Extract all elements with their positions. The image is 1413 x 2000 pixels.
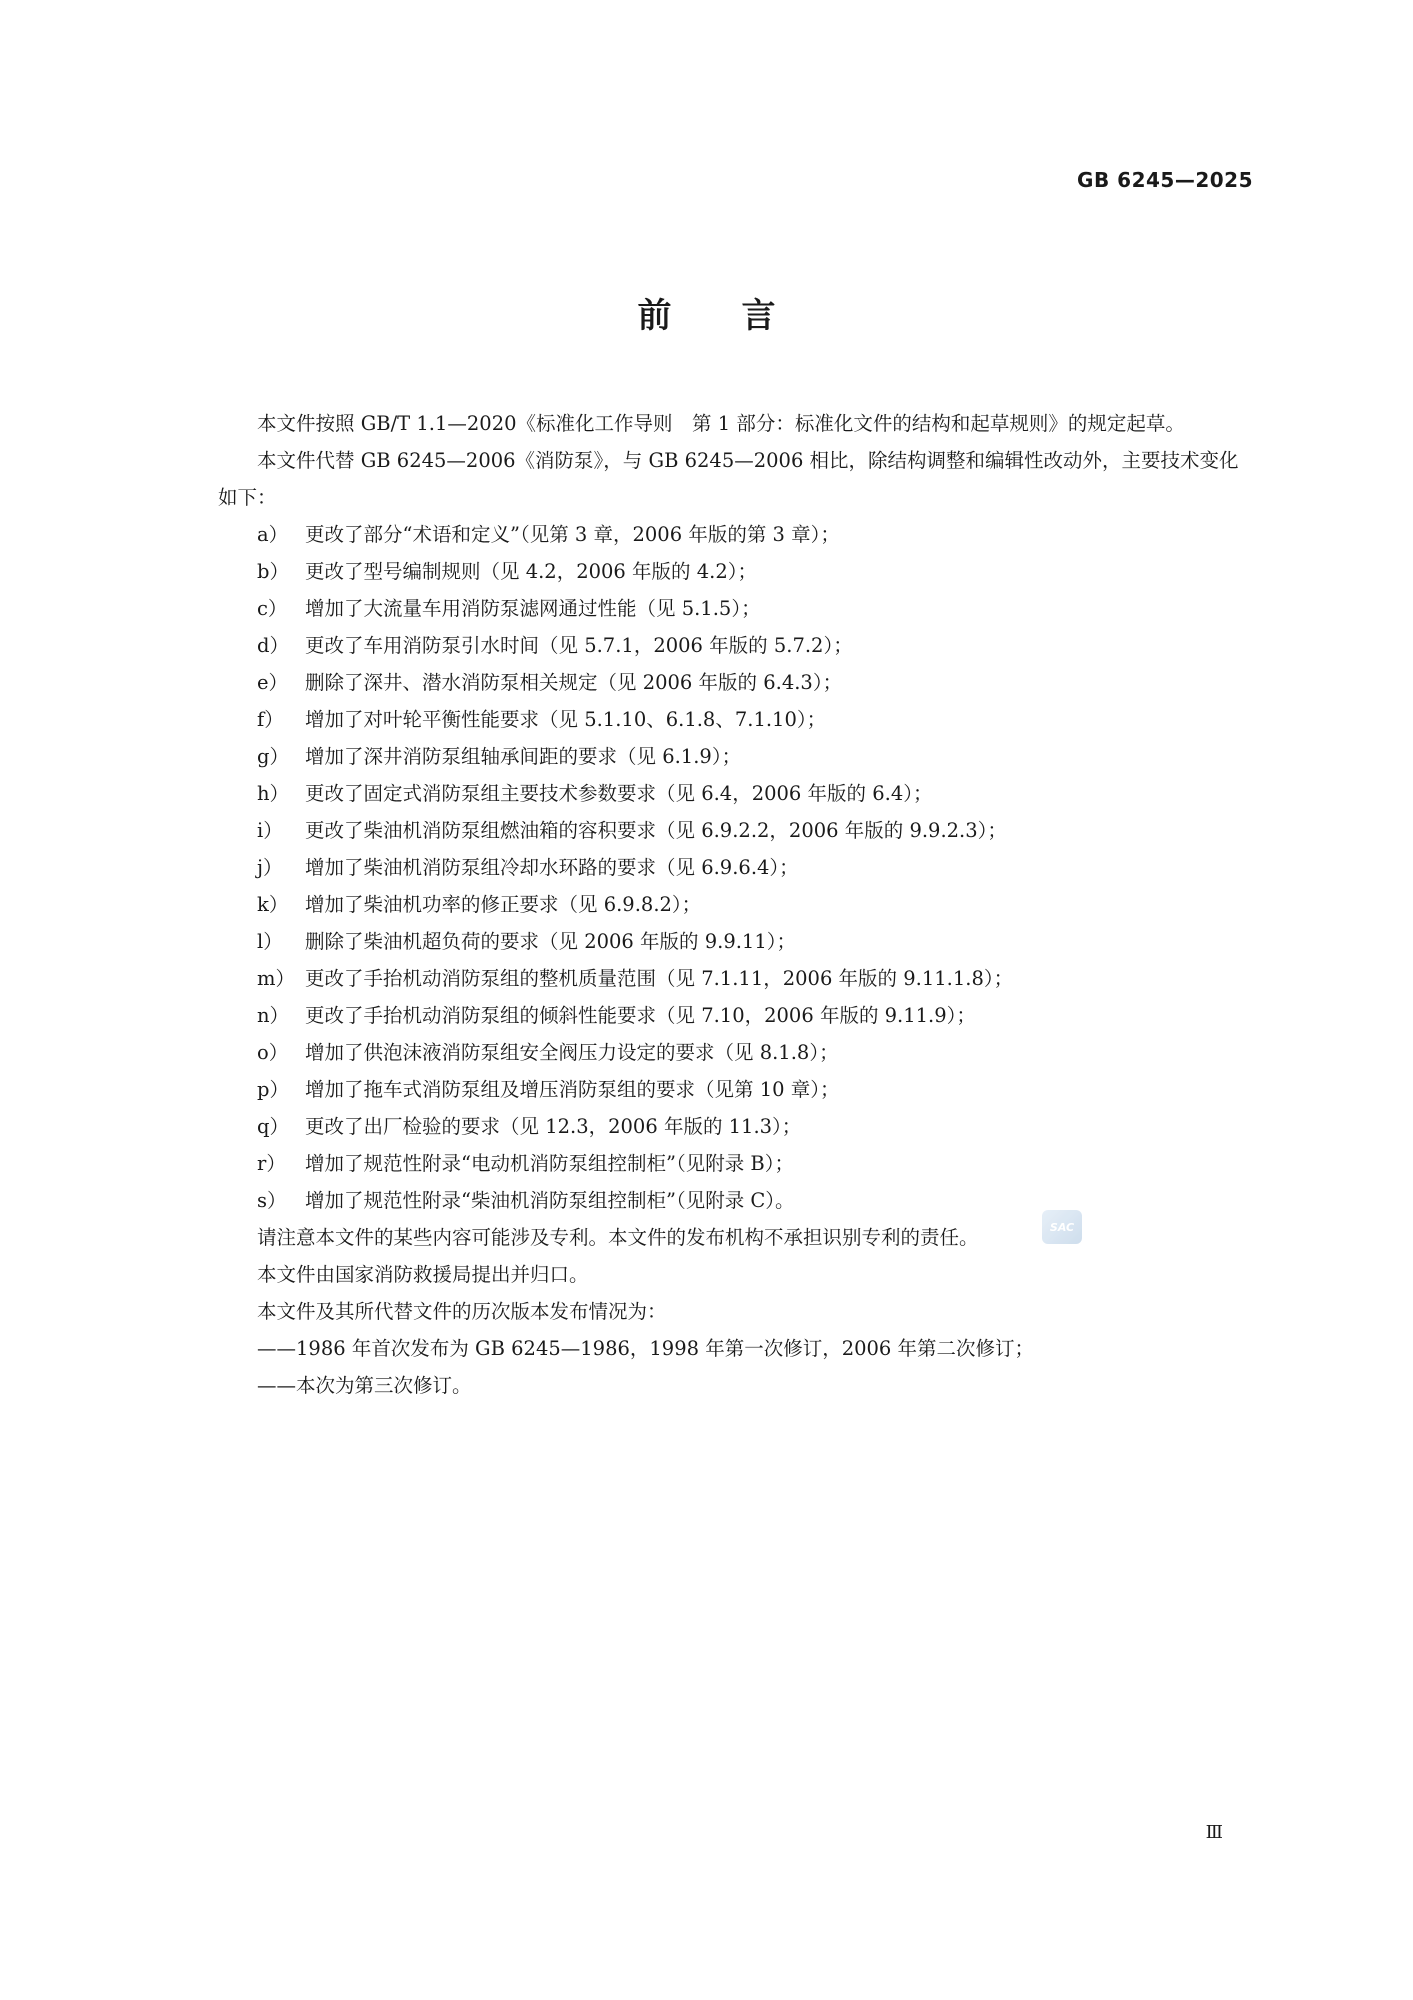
- list-item-text: 增加了拖车式消防泵组及增压消防泵组的要求（见第 10 章）；: [305, 1078, 840, 1101]
- list-marker: c）: [257, 597, 288, 620]
- list-marker: l）: [257, 930, 283, 953]
- intro-paragraph-replacement: 本文件代替 GB 6245—2006《消防泵》，与 GB 6245—2006 相比，除结构调整和编辑性改动外，主要技术变化如下：: [218, 449, 1239, 509]
- list-item-text: 增加了对叶轮平衡性能要求（见 5.1.10、6.1.8、7.1.10）；: [305, 708, 827, 731]
- document-code: GB 6245—2025: [1077, 168, 1253, 192]
- proposer-notice: 本文件由国家消防救援局提出并归口。: [257, 1263, 589, 1286]
- list-item: [218, 516, 1258, 553]
- list-item-text: 更改了手抬机动消防泵组的倾斜性能要求（见 7.10，2006 年版的 9.11.9）；: [305, 1004, 976, 1027]
- list-marker: r）: [257, 1152, 286, 1175]
- list-marker: b）: [257, 560, 289, 583]
- list-item: [218, 1071, 1258, 1108]
- page-title: 前言: [637, 296, 846, 336]
- sac-watermark-logo: SAC: [1042, 1210, 1082, 1244]
- list-item: [218, 1034, 1258, 1071]
- list-item-text: 增加了深井消防泵组轴承间距的要求（见 6.1.9）；: [305, 745, 742, 768]
- list-item-text: 更改了柴油机消防泵组燃油箱的容积要求（见 6.9.2.2，2006 年版的 9.9.2.3）；: [305, 819, 1007, 842]
- list-marker: p）: [257, 1078, 289, 1101]
- list-item-text: 更改了部分“术语和定义”（见第 3 章，2006 年版的第 3 章）；: [305, 523, 840, 546]
- list-marker: k）: [257, 893, 289, 916]
- page-number: Ⅲ: [1205, 1822, 1223, 1843]
- list-item: [218, 849, 1258, 886]
- history-line: ——1986 年首次发布为 GB 6245—1986，1998 年第一次修订，2006 年第二次修订；: [257, 1337, 1035, 1360]
- list-item-text: 更改了手抬机动消防泵组的整机质量范围（见 7.1.11，2006 年版的 9.11.1.8）；: [305, 967, 1014, 990]
- list-item: [218, 886, 1258, 923]
- list-item: [218, 775, 1258, 812]
- list-marker: h）: [257, 782, 290, 805]
- patent-notice: 请注意本文件的某些内容可能涉及专利。本文件的发布机构不承担识别专利的责任。: [257, 1226, 979, 1249]
- list-marker: a）: [257, 523, 289, 546]
- technical-changes-list: [218, 516, 1258, 1219]
- list-marker: g）: [257, 745, 289, 768]
- list-item-text: 增加了柴油机消防泵组冷却水环路的要求（见 6.9.6.4）；: [305, 856, 799, 879]
- list-marker: i）: [257, 819, 283, 842]
- list-item-text: 更改了车用消防泵引水时间（见 5.7.1，2006 年版的 5.7.2）；: [305, 634, 853, 657]
- list-item: [218, 701, 1258, 738]
- intro-paragraph-drafting: 本文件按照 GB/T 1.1—2020《标准化工作导则 第 1 部分：标准化文件的结构和起草规则》的规定起草。: [257, 412, 1185, 435]
- list-item: [218, 738, 1258, 775]
- list-marker: e）: [257, 671, 289, 694]
- history-line: ——本次为第三次修订。: [257, 1374, 472, 1397]
- list-marker: f）: [257, 708, 284, 731]
- list-marker: m）: [257, 967, 295, 990]
- list-item: [218, 590, 1258, 627]
- list-item-text: 增加了大流量车用消防泵滤网通过性能（见 5.1.5）；: [305, 597, 761, 620]
- history-intro: 本文件及其所代替文件的历次版本发布情况为：: [257, 1300, 667, 1323]
- list-item-text: 删除了深井、潜水消防泵相关规定（见 2006 年版的 6.4.3）；: [305, 671, 843, 694]
- list-marker: o）: [257, 1041, 289, 1064]
- list-marker: s）: [257, 1189, 287, 1212]
- list-item-text: 删除了柴油机超负荷的要求（见 2006 年版的 9.9.11）；: [305, 930, 796, 953]
- list-item: [218, 553, 1258, 590]
- list-item: [218, 1108, 1258, 1145]
- list-item-text: 增加了规范性附录“柴油机消防泵组控制柜”（见附录 C）。: [305, 1189, 795, 1212]
- list-marker: j）: [257, 856, 283, 879]
- list-item: [218, 664, 1258, 701]
- list-item-text: 更改了型号编制规则（见 4.2，2006 年版的 4.2）；: [305, 560, 757, 583]
- list-marker: d）: [257, 634, 289, 657]
- list-marker: n）: [257, 1004, 290, 1027]
- list-item-text: 增加了柴油机功率的修正要求（见 6.9.8.2）；: [305, 893, 702, 916]
- list-item: [218, 1182, 1258, 1219]
- list-item: [218, 997, 1258, 1034]
- list-item: [218, 1145, 1258, 1182]
- list-item: [218, 627, 1258, 664]
- list-item: [218, 960, 1258, 997]
- list-item-text: 增加了规范性附录“电动机消防泵组控制柜”（见附录 B）；: [305, 1152, 794, 1175]
- list-item-text: 更改了固定式消防泵组主要技术参数要求（见 6.4，2006 年版的 6.4）；: [305, 782, 933, 805]
- list-item-text: 增加了供泡沫液消防泵组安全阀压力设定的要求（见 8.1.8）；: [305, 1041, 839, 1064]
- document-body: [218, 405, 1258, 1404]
- list-marker: q）: [257, 1115, 289, 1138]
- list-item: [218, 923, 1258, 960]
- list-item-text: 更改了出厂检验的要求（见 12.3，2006 年版的 11.3）；: [305, 1115, 802, 1138]
- list-item: [218, 812, 1258, 849]
